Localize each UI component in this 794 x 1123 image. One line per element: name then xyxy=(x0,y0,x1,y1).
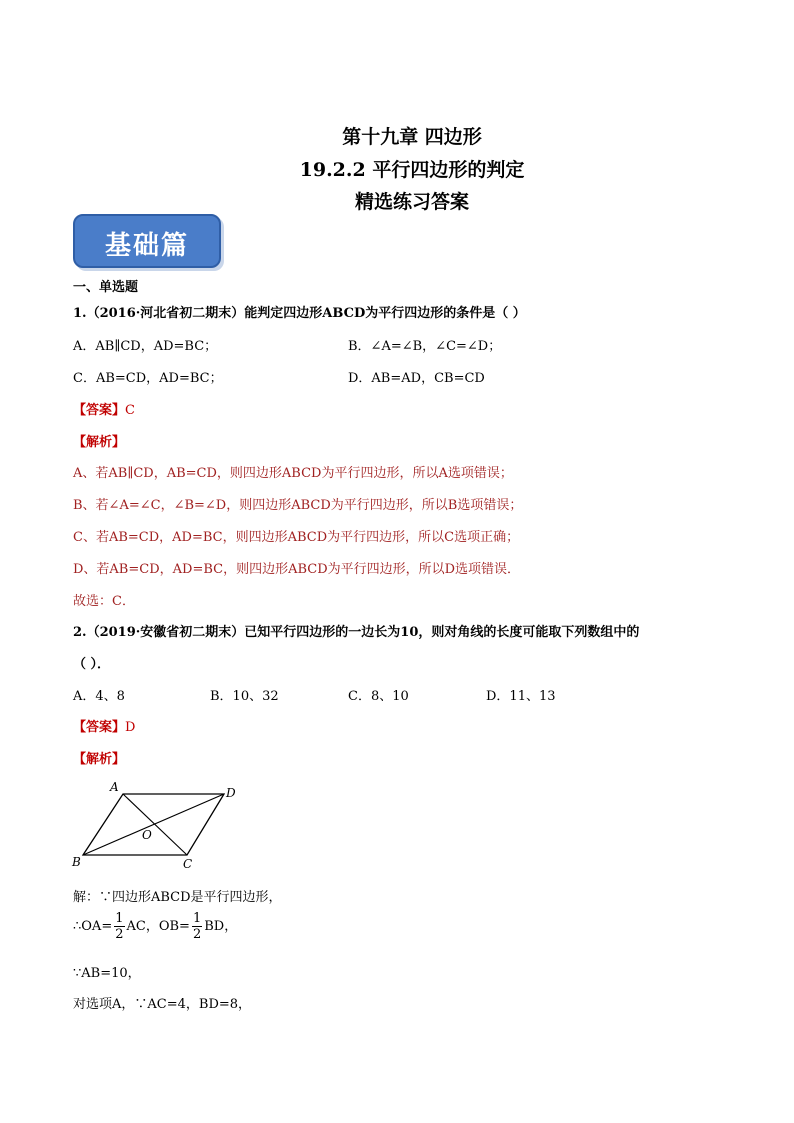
center-label-o: O xyxy=(142,828,152,842)
q2-option-c: C．8、10 xyxy=(348,689,409,704)
badge-label: 基础篇 xyxy=(104,231,189,261)
diagonal-ac xyxy=(123,794,187,855)
diagonal-bd xyxy=(83,794,224,855)
half-fraction xyxy=(114,912,124,941)
vertex-label-a: A xyxy=(110,780,119,794)
q1-answer-label: 【答案】 xyxy=(73,403,126,418)
solution-ob-text: AC，OB= xyxy=(126,919,190,934)
q2-option-d: D．11、13 xyxy=(486,689,556,704)
q1-analysis-d: D、若AB=CD，AD=BC，则四边形ABCD为平行四边形，所以D选项错误． xyxy=(73,562,521,577)
q2-answer-row xyxy=(73,716,135,735)
chapter-title: 第十九章 四边形 xyxy=(342,126,482,148)
q1-analysis-c: C、若AB=CD，AD=BC，则四边形ABCD为平行四边形，所以C选项正确； xyxy=(73,530,520,545)
section-title: 19.2.2 平行四边形的判定 xyxy=(299,159,525,181)
q1-answer-value: C xyxy=(125,403,135,418)
vertex-label-d: D xyxy=(226,786,236,800)
q1-analysis-label: 【解析】 xyxy=(73,435,126,450)
basic-level-badge xyxy=(73,214,221,268)
q1-analysis-a: A、若AB∥CD，AB=CD，则四边形ABCD为平行四边形，所以A选项错误； xyxy=(73,466,513,481)
vertex-label-c: C xyxy=(183,857,193,871)
vertex-label-b: B xyxy=(72,855,81,869)
q2-solution-line-4: 对选项A，∵AC=4，BD=8， xyxy=(73,997,252,1012)
half-fraction xyxy=(192,912,202,941)
fraction-denominator: 2 xyxy=(115,927,124,942)
subtitle: 精选练习答案 xyxy=(354,191,469,213)
q2-answer-label: 【答案】 xyxy=(73,720,126,735)
parallelogram-figure xyxy=(66,776,246,872)
q2-analysis-label: 【解析】 xyxy=(73,752,126,767)
q1-option-a: A．AB∥CD，AD=BC； xyxy=(73,339,218,354)
q1-option-d: D．AB=AD，CB=CD xyxy=(348,371,485,386)
fraction-numerator: 1 xyxy=(115,911,124,926)
q2-stem-continued: （ ）． xyxy=(73,657,111,672)
q1-answer-row xyxy=(73,399,135,418)
solution-oa-text: ∴OA= xyxy=(73,919,113,934)
q1-conclusion: 故选：C． xyxy=(73,594,135,609)
solution-bd-text: BD， xyxy=(204,919,238,934)
q2-solution-line-2 xyxy=(73,912,237,941)
q2-stem: 2.（2019·安徽省初二期末）已知平行四边形的一边长为10，则对角线的长度可能取下列数组中的 xyxy=(73,625,640,640)
q1-option-c: C．AB=CD，AD=BC； xyxy=(73,371,223,386)
fraction-numerator: 1 xyxy=(192,911,202,926)
q1-option-b: B．∠A=∠B，∠C=∠D； xyxy=(348,339,502,354)
q2-solution-line-3: ∵AB=10， xyxy=(73,966,141,981)
question-type-heading: 一、单选题 xyxy=(73,280,139,295)
q2-option-b: B．10、32 xyxy=(210,689,279,704)
q2-solution-line-1: 解：∵四边形ABCD是平行四边形， xyxy=(73,890,282,905)
q2-option-a: A．4、8 xyxy=(73,689,125,704)
q1-analysis-b: B、若∠A=∠C，∠B=∠D，则四边形ABCD为平行四边形，所以B选项错误； xyxy=(73,498,523,513)
fraction-denominator: 2 xyxy=(192,927,202,942)
q1-stem: 1.（2016·河北省初二期末）能判定四边形ABCD为平行四边形的条件是（ ） xyxy=(73,306,526,321)
q2-answer-value: D xyxy=(125,720,136,735)
